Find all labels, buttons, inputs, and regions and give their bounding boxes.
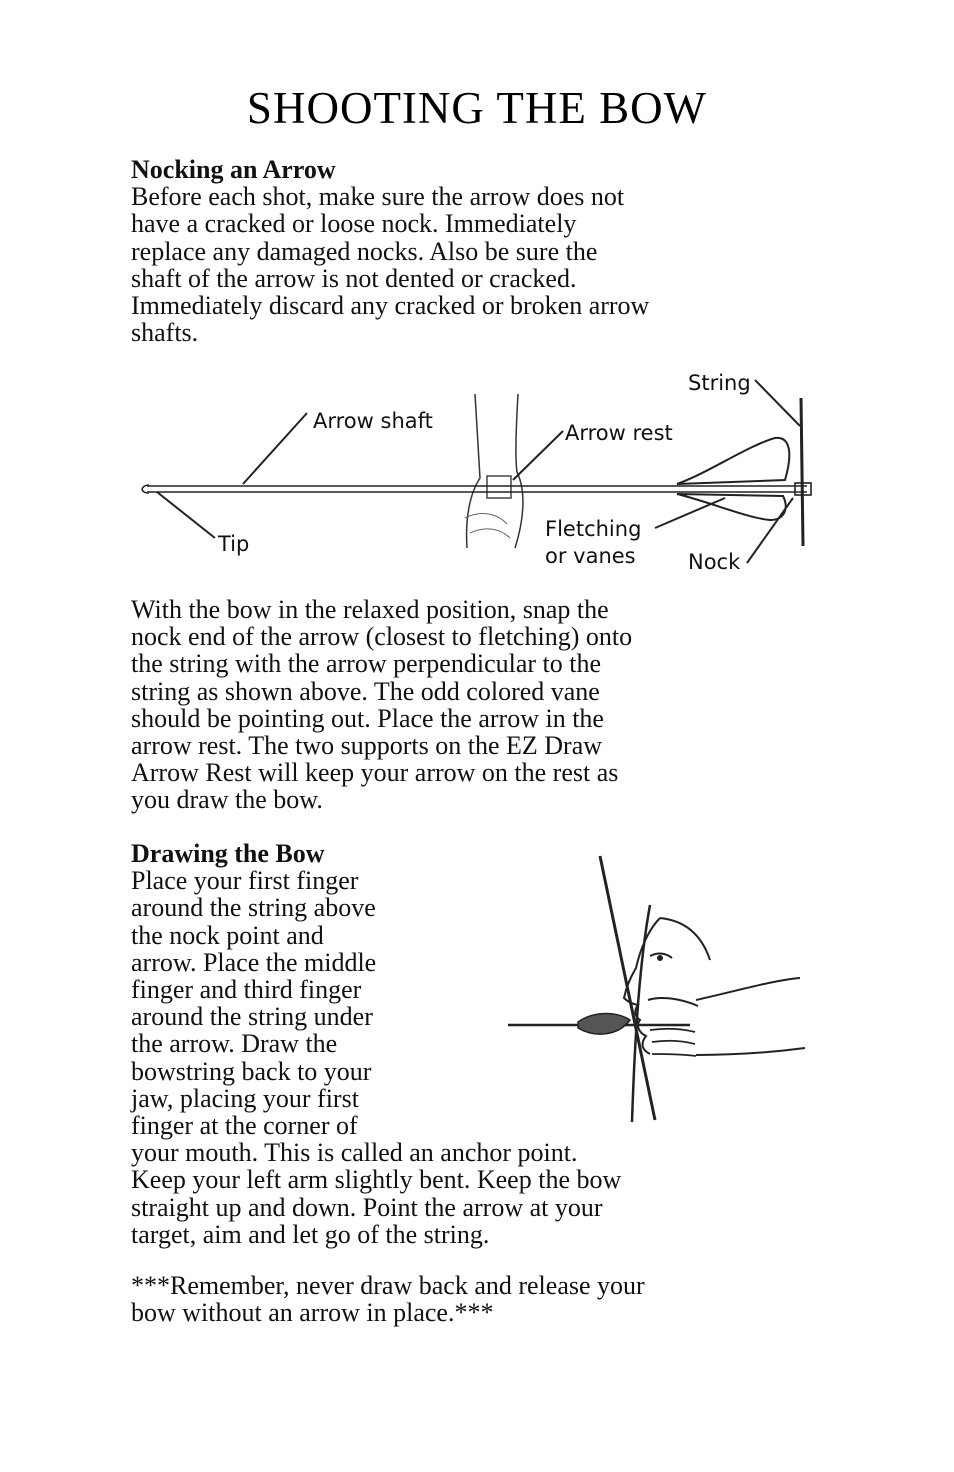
drawing-line: your mouth. This is called an anchor point. <box>131 1138 578 1168</box>
reminder-line: bow without an arrow in place.*** <box>131 1298 494 1328</box>
placement-line: With the bow in the relaxed position, snap the <box>131 595 609 624</box>
placement-line: nock end of the arrow (closest to fletching) onto <box>131 622 633 652</box>
nock-leader-line <box>747 498 793 563</box>
arrow-shaft-leader-line <box>243 413 307 484</box>
placement-line: arrow rest. The two supports on the EZ Draw <box>131 731 603 761</box>
placement-line: you draw the bow. <box>131 785 323 815</box>
string-leader-line <box>755 380 800 426</box>
reminder-line: ***Remember, never draw back and release your <box>131 1271 645 1300</box>
drawing-line: around the string under <box>131 1002 373 1032</box>
nocking-line: replace any damaged nocks. Also be sure the <box>131 236 598 266</box>
label-arrow-rest: Arrow rest <box>565 421 673 445</box>
placement-line: should be pointing out. Place the arrow in the <box>131 703 604 733</box>
drawing-line: target, aim and let go of the string. <box>131 1219 490 1249</box>
nocking-line: shaft of the arrow is not dented or cracked. <box>131 263 577 293</box>
reminder-section <box>131 1272 831 1326</box>
bow-riser-detail <box>465 513 507 524</box>
placement-line: string as shown above. The odd colored vane <box>131 676 600 706</box>
arrow-rest-block <box>487 476 511 498</box>
nocking-section <box>131 156 831 346</box>
drawing-line: finger at the corner of <box>131 1111 358 1141</box>
label-arrow-shaft: Arrow shaft <box>313 409 433 433</box>
tip-leader-line <box>157 492 215 538</box>
nocking-line: Immediately discard any cracked or broken arrow <box>131 291 650 321</box>
drawing-line: arrow. Place the middle <box>131 947 377 977</box>
drawing-line: around the string above <box>131 893 376 923</box>
nocking-line: have a cracked or loose nock. Immediately <box>131 209 577 239</box>
placement-line: the string with the arrow perpendicular to the <box>131 649 602 679</box>
nocking-line: Before each shot, make sure the arrow does not <box>131 182 625 212</box>
label-string: String <box>688 371 751 395</box>
drawing-line: Keep your left arm slightly bent. Keep the bow <box>131 1165 622 1195</box>
nocking-heading: Nocking an Arrow <box>131 155 336 184</box>
drawing-line: bowstring back to your <box>131 1056 372 1086</box>
arrow-rest-leader-line <box>513 431 563 480</box>
drawing-heading: Drawing the Bow <box>131 839 325 868</box>
label-tip: Tip <box>218 532 250 556</box>
drawing-line: straight up and down. Point the arrow at your <box>131 1192 603 1222</box>
page-title: SHOOTING THE BOW <box>246 83 708 133</box>
drawing-line: the arrow. Draw the <box>131 1029 338 1059</box>
fletching-leader-line <box>655 498 725 528</box>
drawing-line: the nock point and <box>131 920 324 950</box>
drawing-section <box>131 840 831 1248</box>
label-fletching: Fletching <box>545 517 642 541</box>
fletching-top <box>677 438 789 484</box>
fletching-bottom <box>677 494 786 520</box>
placement-section <box>131 596 831 814</box>
bow-string <box>801 398 803 546</box>
bow-riser-detail <box>470 529 510 538</box>
drawing-line: finger and third finger <box>131 975 362 1005</box>
drawing-line: Place your first finger <box>131 866 359 896</box>
label-or-vanes: or vanes <box>545 544 636 568</box>
arrow-diagram <box>135 368 825 583</box>
placement-line: Arrow Rest will keep your arrow on the rest as <box>131 758 619 788</box>
bow-riser-outline <box>467 394 480 548</box>
nocking-line: shafts. <box>131 318 199 348</box>
drawing-line: jaw, placing your first <box>131 1083 359 1113</box>
label-nock: Nock <box>688 550 741 574</box>
